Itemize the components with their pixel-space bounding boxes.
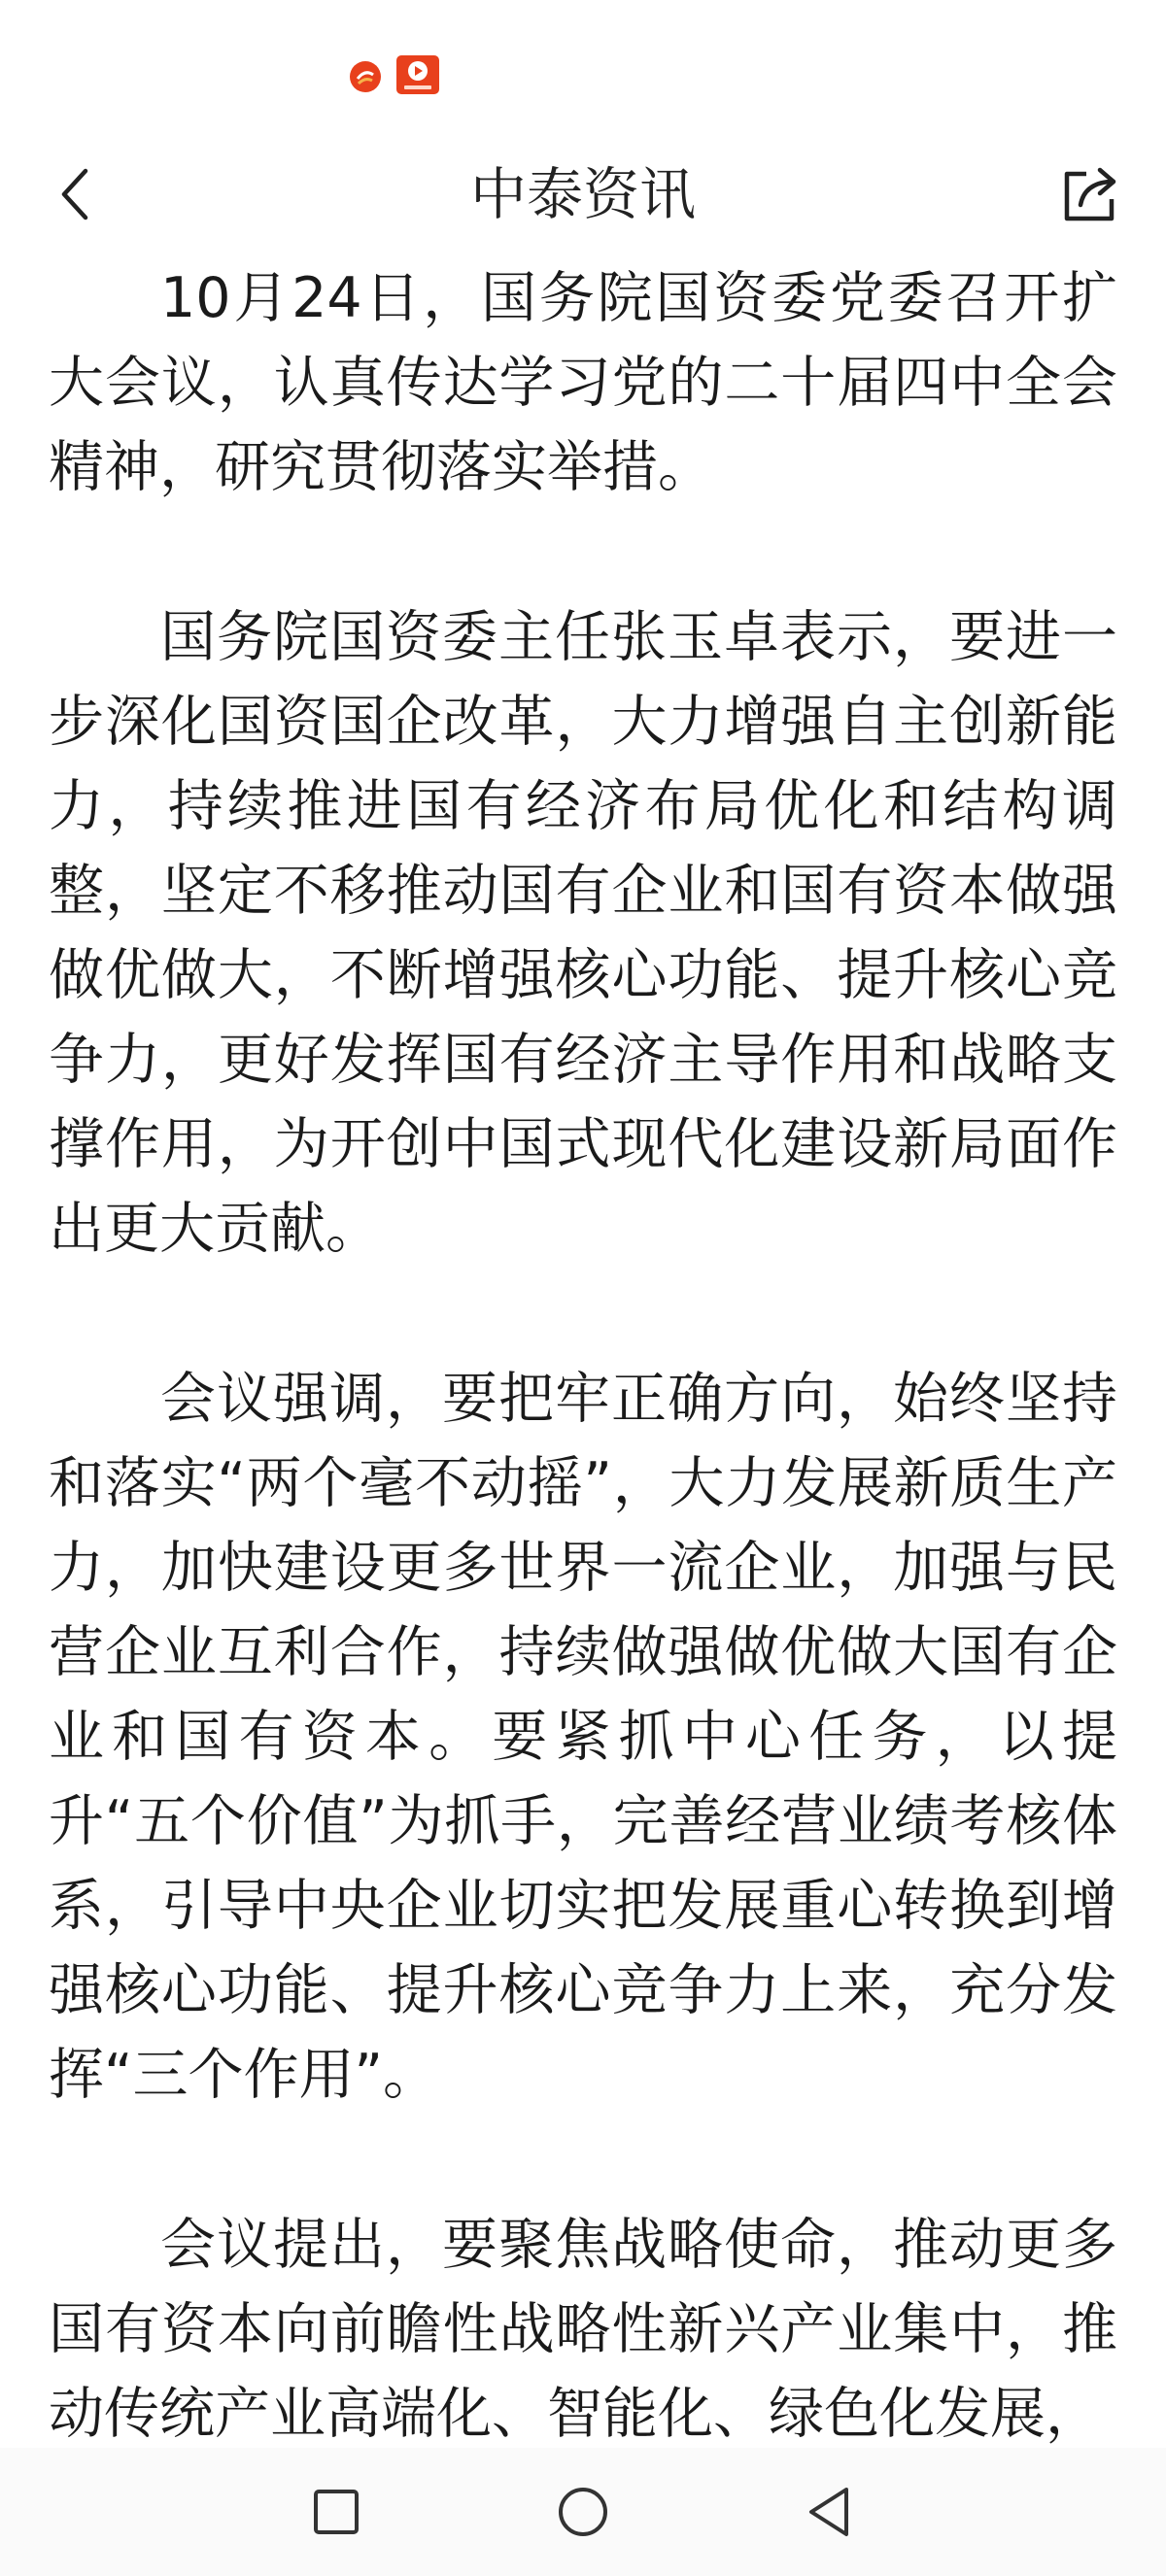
article-body — [49, 256, 1117, 2542]
article-paragraph: 会议提出，要聚焦战略使命，推动更多国有资本向前瞻性战略性新兴产业集中，推动传统产业高端化、智能化、绿色化发展， — [49, 2213, 1117, 2446]
home-button[interactable] — [544, 2477, 622, 2547]
status-bar — [0, 0, 1166, 146]
article-paragraph: 会议强调，要把牢正确方向，始终坚持和落实“两个毫不动摇”，大力发展新质生产力，加快建设更多世界一流企业，加强与民营企业互利合作，持续做强做优做大国有企业和国有资本。要紧抓中心任务，以提升“五个价值”为抓手，完善经营业绩考核体系，引导中央企业切实把发展重心转换到增强核心功能、提升核心竞争力上来，充分发挥“三个作用”。 — [49, 1367, 1117, 2107]
article-paragraph: 国务院国资委主任张玉卓表示，要进一步深化国资国企改革，大力增强自主创新能力，持续推进国有经济布局优化和结构调整，坚定不移推动国有企业和国有资本做强做优做大，不断增强核心功能、提升核心竞争力，更好发挥国有经济主导作用和战略支撑作用，为开创中国式现代化建设新局面作出更大贡献。 — [49, 605, 1117, 1261]
app-header — [0, 146, 1166, 243]
recent-apps-button[interactable] — [297, 2477, 375, 2547]
nav-back-button[interactable] — [791, 2477, 869, 2547]
video-app-icon — [394, 53, 441, 96]
circle-icon — [557, 2486, 609, 2538]
triangle-back-icon — [806, 2486, 854, 2538]
article-paragraph: 10月24日，国务院国资委党委召开扩大会议，认真传达学习党的二十届四中全会精神，研究贯彻落实举措。 — [49, 266, 1117, 499]
page-title: 中泰资讯 — [469, 161, 696, 227]
square-icon — [312, 2488, 360, 2536]
system-nav-bar — [0, 2448, 1166, 2576]
weibo-icon — [346, 53, 385, 96]
share-icon — [1059, 162, 1123, 226]
share-button[interactable] — [1057, 159, 1125, 229]
